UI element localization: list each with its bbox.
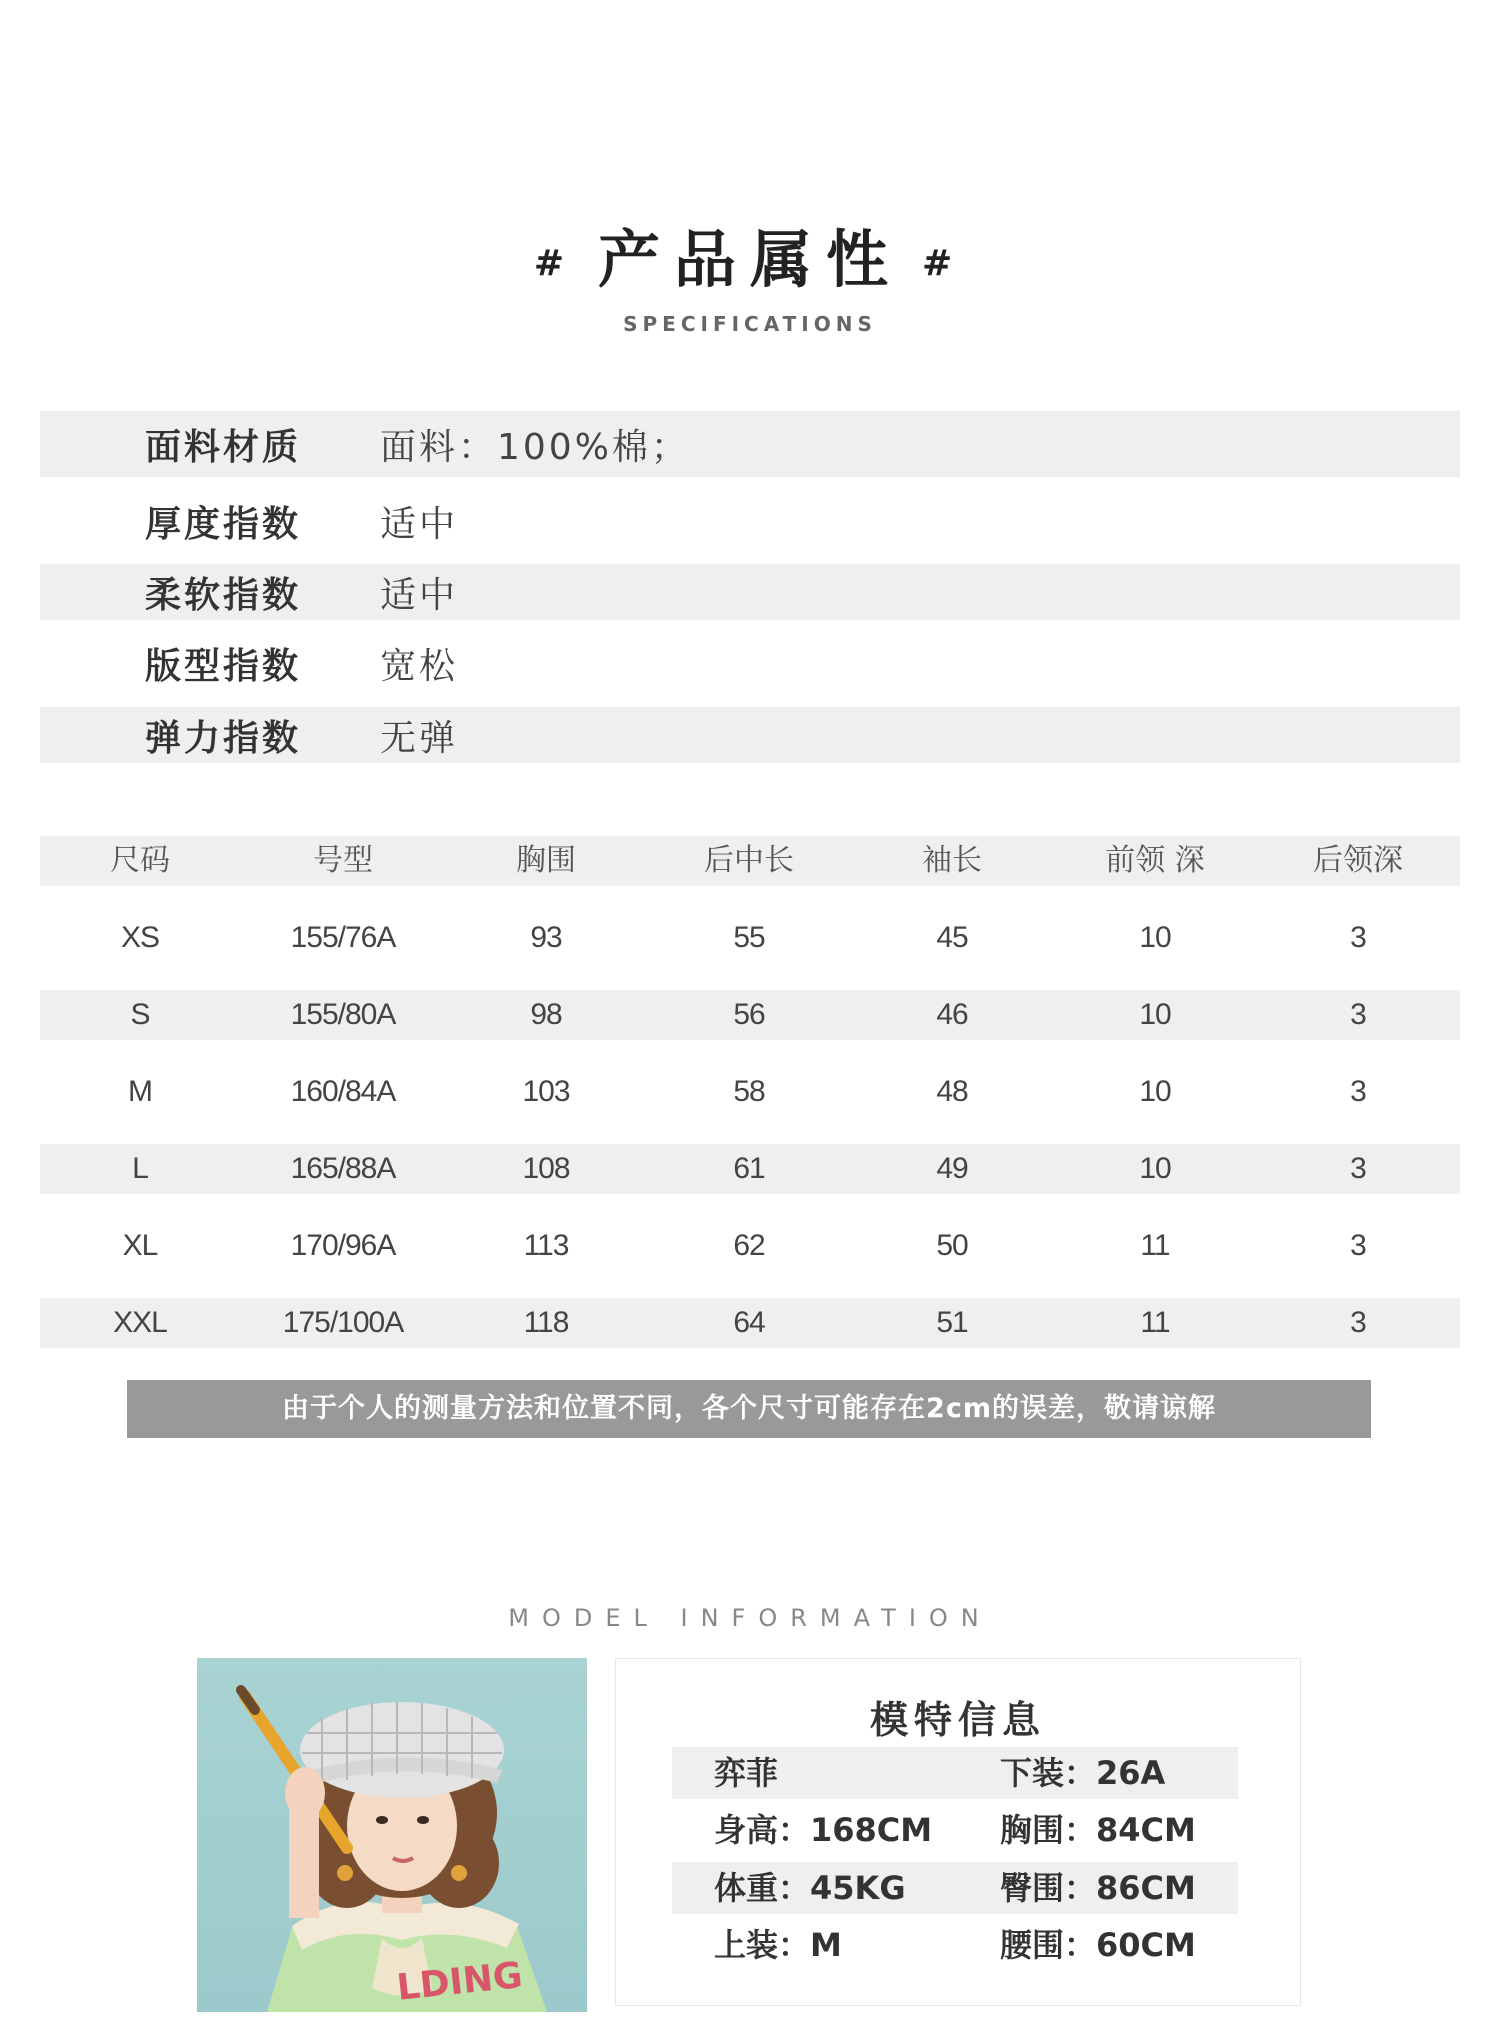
table-cell: S bbox=[130, 998, 150, 1031]
table-cell: 10 bbox=[1139, 1075, 1171, 1108]
table-cell: 3 bbox=[1350, 921, 1366, 954]
model-info-right: 腰围：60CM bbox=[1000, 1926, 1196, 1964]
table-cell: 46 bbox=[936, 998, 968, 1031]
table-header-cell: 尺码 bbox=[110, 843, 170, 878]
table-cell: 98 bbox=[530, 998, 562, 1031]
table-header-cell: 袖长 bbox=[922, 843, 982, 878]
table-cell: 11 bbox=[1140, 1229, 1170, 1262]
table-row bbox=[40, 1298, 1460, 1348]
table-cell: 10 bbox=[1139, 921, 1171, 954]
table-cell: XXL bbox=[113, 1306, 167, 1339]
table-cell: 118 bbox=[523, 1306, 569, 1339]
table-cell: 61 bbox=[733, 1152, 765, 1185]
table-row bbox=[40, 990, 1460, 1040]
table-cell: XL bbox=[122, 1229, 158, 1262]
table-header-cell: 后中长 bbox=[704, 843, 794, 878]
table-cell: 55 bbox=[733, 921, 765, 954]
table-cell: 160/84A bbox=[290, 1075, 396, 1108]
model-info-left: 弈菲 bbox=[714, 1754, 779, 1792]
table-header-cell: 号型 bbox=[313, 843, 373, 878]
table-header-cell: 前领 深 bbox=[1105, 843, 1205, 878]
table-row bbox=[40, 1067, 1460, 1117]
table-row bbox=[40, 1144, 1460, 1194]
table-cell: 62 bbox=[733, 1229, 765, 1262]
model-info-row bbox=[672, 1747, 1238, 1799]
attribute-row bbox=[40, 491, 1460, 551]
model-info-heading: MODEL INFORMATION bbox=[508, 1604, 992, 1632]
table-cell: 3 bbox=[1350, 998, 1366, 1031]
table-cell: 3 bbox=[1350, 1152, 1366, 1185]
attribute-row bbox=[40, 411, 1460, 477]
hash-right: # bbox=[922, 243, 967, 285]
attribute-row bbox=[40, 707, 1460, 763]
page-subtitle: SPECIFICATIONS bbox=[623, 312, 877, 336]
table-cell: M bbox=[128, 1075, 152, 1108]
table-cell: 108 bbox=[522, 1152, 570, 1185]
title-text: 产品属性 bbox=[597, 223, 902, 296]
table-cell: 49 bbox=[936, 1152, 968, 1185]
model-info-row bbox=[672, 1804, 1238, 1856]
model-info-right: 胸围：84CM bbox=[1000, 1811, 1196, 1849]
table-cell: 50 bbox=[936, 1229, 968, 1262]
table-cell: 58 bbox=[733, 1075, 765, 1108]
model-card-title: 模特信息 bbox=[869, 1698, 1046, 1742]
table-cell: 56 bbox=[733, 998, 765, 1031]
attribute-row bbox=[40, 564, 1460, 620]
hash-left: # bbox=[533, 243, 578, 285]
model-illustration bbox=[197, 1658, 587, 2012]
model-info-card bbox=[615, 1658, 1301, 2006]
table-header-cell: 胸围 bbox=[516, 843, 576, 878]
table-cell: 170/96A bbox=[290, 1229, 396, 1262]
attribute-label: 版型指数 bbox=[145, 645, 302, 687]
table-row bbox=[40, 1221, 1460, 1271]
model-info-left: 身高：168CM bbox=[714, 1811, 933, 1849]
table-cell: XS bbox=[120, 921, 160, 954]
table-cell: L bbox=[132, 1152, 148, 1185]
table-cell: 3 bbox=[1350, 1075, 1366, 1108]
model-photo bbox=[197, 1658, 587, 2012]
attribute-value: 无弹 bbox=[380, 717, 459, 759]
shirt-print-text: LDING bbox=[394, 1954, 525, 2009]
table-cell: 165/88A bbox=[290, 1152, 396, 1185]
attribute-value: 宽松 bbox=[380, 645, 459, 687]
model-info-row bbox=[672, 1862, 1238, 1914]
model-info-left: 体重：45KG bbox=[714, 1869, 906, 1907]
attribute-value: 适中 bbox=[380, 574, 459, 616]
table-cell: 103 bbox=[522, 1075, 570, 1108]
table-cell: 93 bbox=[530, 921, 562, 954]
table-cell: 3 bbox=[1350, 1229, 1366, 1262]
table-cell: 155/76A bbox=[290, 921, 396, 954]
model-info-left: 上装：M bbox=[714, 1926, 842, 1964]
attribute-label: 厚度指数 bbox=[145, 503, 302, 545]
table-cell: 51 bbox=[936, 1306, 968, 1339]
table-cell: 45 bbox=[936, 921, 968, 954]
table-cell: 11 bbox=[1140, 1306, 1170, 1339]
measurement-notice: 由于个人的测量方法和位置不同，各个尺寸可能存在2cm的误差，敬请谅解 bbox=[127, 1380, 1371, 1438]
attribute-value: 适中 bbox=[380, 503, 459, 545]
table-cell: 10 bbox=[1139, 1152, 1171, 1185]
attribute-value: 面料：100%棉； bbox=[380, 426, 690, 468]
table-header-row bbox=[40, 836, 1460, 886]
table-cell: 175/100A bbox=[282, 1306, 404, 1339]
table-row bbox=[40, 913, 1460, 963]
table-cell: 113 bbox=[523, 1229, 569, 1262]
table-header-cell: 后领深 bbox=[1313, 843, 1403, 878]
attribute-label: 柔软指数 bbox=[145, 574, 302, 616]
model-info-right: 臀围：86CM bbox=[1000, 1869, 1196, 1907]
table-cell: 155/80A bbox=[290, 998, 396, 1031]
table-cell: 48 bbox=[936, 1075, 968, 1108]
attribute-label: 弹力指数 bbox=[145, 717, 302, 759]
table-cell: 10 bbox=[1139, 998, 1171, 1031]
attribute-label: 面料材质 bbox=[145, 426, 302, 468]
page-title bbox=[0, 210, 1500, 299]
table-cell: 3 bbox=[1350, 1306, 1366, 1339]
table-cell: 64 bbox=[733, 1306, 765, 1339]
model-info-row bbox=[672, 1919, 1238, 1971]
model-info-right: 下装：26A bbox=[1000, 1754, 1166, 1792]
attribute-row bbox=[40, 635, 1460, 691]
